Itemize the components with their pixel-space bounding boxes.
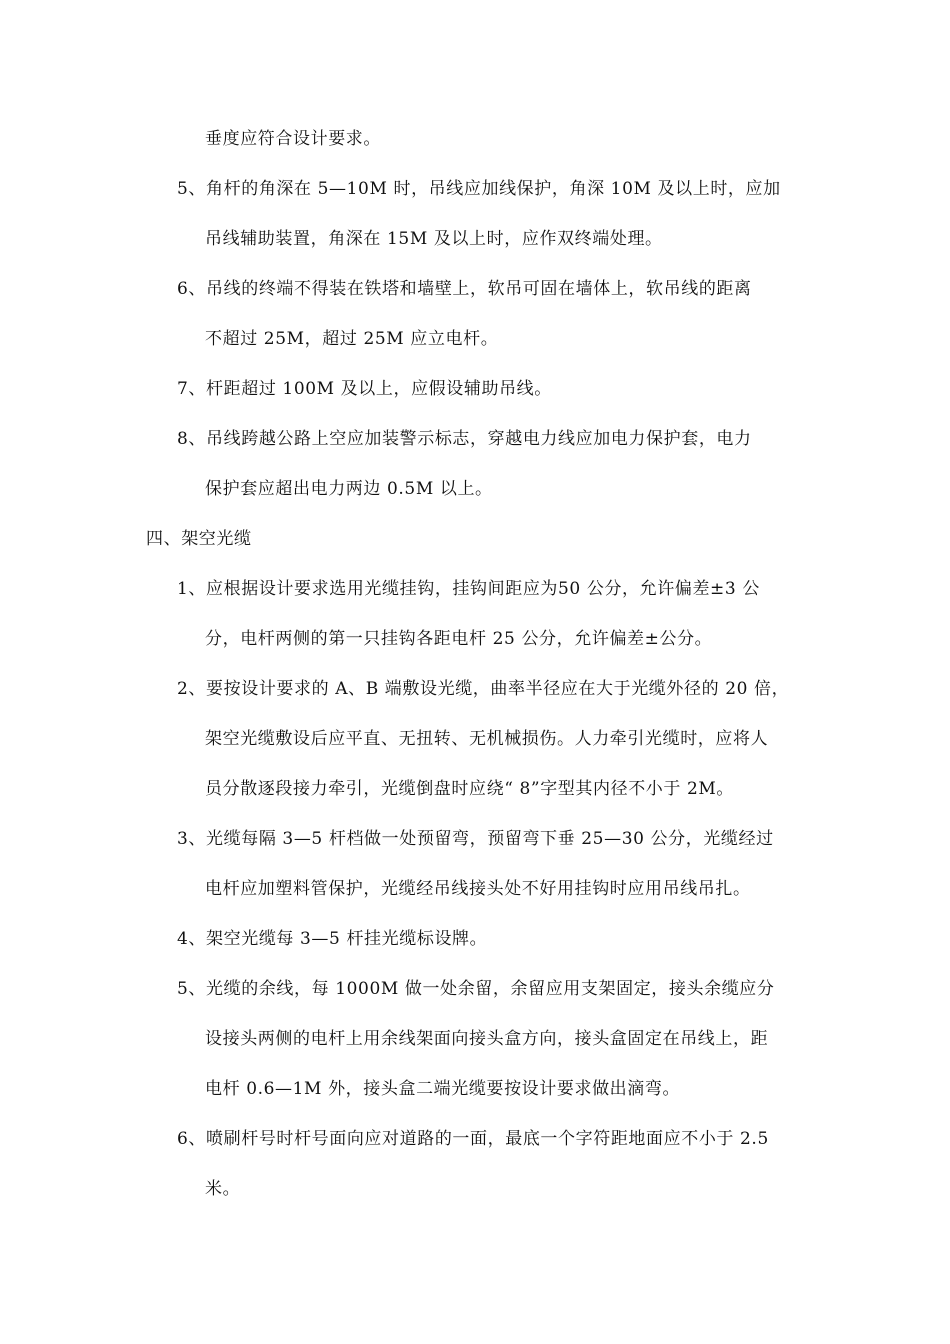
list-item-line: 电杆 0.6—1M 外，接头盒二端光缆要按设计要求做出滴弯。 (205, 1079, 681, 1099)
list-item-line: 设接头两侧的电杆上用余线架面向接头盒方向，接头盒固定在吊线上，距 (205, 1029, 769, 1049)
list-item-line: 5、光缆的余线，每 1000M 做一处余留，余留应用支架固定，接头余缆应分 (177, 979, 775, 999)
list-item-line: 8、吊线跨越公路上空应加装警示标志，穿越电力线应加电力保护套，电力 (177, 429, 752, 449)
list-item-line: 3、光缆每隔 3—5 杆档做一处预留弯，预留弯下垂 25—30 公分，光缆经过 (177, 829, 774, 849)
list-item-line: 7、杆距超过 100M 及以上，应假设辅助吊线。 (177, 379, 552, 399)
list-item-line: 2、要按设计要求的 A、B 端敷设光缆，曲率半径应在大于光缆外径的 20 倍， (177, 679, 790, 699)
list-item-line: 1、应根据设计要求选用光缆挂钩，挂钩间距应为50 公分，允许偏差±3 公 (177, 579, 760, 599)
list-item-line: 保护套应超出电力两边 0.5M 以上。 (205, 479, 493, 499)
list-item-line: 5、角杆的角深在 5—10M 时，吊线应加线保护，角深 10M 及以上时，应加 (177, 179, 781, 199)
list-item-line: 6、吊线的终端不得装在铁塔和墙壁上，软吊可固在墙体上，软吊线的距离 (177, 279, 752, 299)
list-item-line: 吊线辅助装置，角深在 15M 及以上时，应作双终端处理。 (205, 229, 663, 249)
continuation-line: 垂度应符合设计要求。 (205, 129, 381, 149)
list-item-line: 员分散逐段接力牵引，光缆倒盘时应绕“ 8”字型其内径不小于 2M。 (205, 779, 735, 799)
list-item-line: 架空光缆敷设后应平直、无扭转、无机械损伤。人力牵引光缆时，应将人 (205, 729, 769, 749)
list-item-line: 4、架空光缆每 3—5 杆挂光缆标设牌。 (177, 929, 488, 949)
section-heading: 四、架空光缆 (146, 529, 252, 549)
list-item-line: 米。 (205, 1179, 241, 1199)
list-item-line: 电杆应加塑料管保护，光缆经吊线接头处不好用挂钩时应用吊线吊扎。 (205, 879, 751, 899)
list-item-line: 分，电杆两侧的第一只挂钩各距电杆 25 公分，允许偏差±公分。 (205, 629, 713, 649)
list-item-line: 不超过 25M，超过 25M 应立电杆。 (205, 329, 499, 349)
list-item-line: 6、喷刷杆号时杆号面向应对道路的一面，最底一个字符距地面应不小于 2.5 (177, 1129, 769, 1149)
